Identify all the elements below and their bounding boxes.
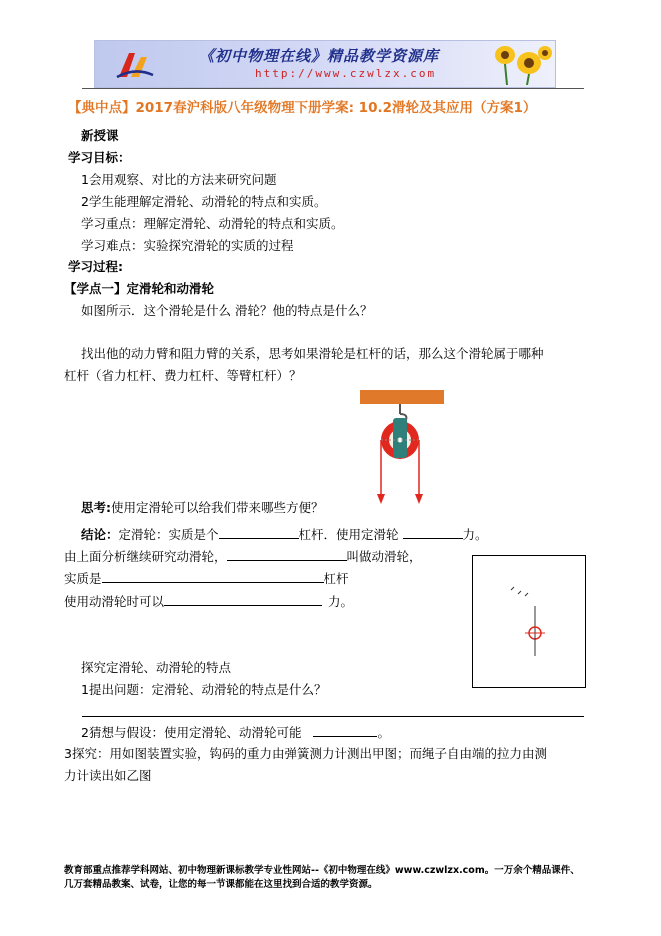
think-row bbox=[81, 500, 324, 516]
footer-line-2: 几万套精品教案、试卷，让您的每一节课都能在这里找到合适的教学资源。 bbox=[64, 879, 378, 890]
question-2-line1: 找出他的动力臂和阻力臂的关系，思考如果滑轮是杠杆的话，那么这个滑轮属于哪种 bbox=[81, 346, 544, 361]
goals-heading: 学习目标： bbox=[68, 150, 131, 165]
essence-row bbox=[64, 570, 349, 587]
answer-blank-hypothesis[interactable] bbox=[313, 724, 377, 737]
use-text-b: 力。 bbox=[328, 594, 354, 609]
question-1: 如图所示．这个滑轮是什么 滑轮？他的特点是什么？ bbox=[81, 303, 373, 318]
difficulty-point: 学习难点：实验探究滑轮的实质的过程 bbox=[81, 238, 294, 253]
think-text: 使用定滑轮可以给我们带来哪些方便？ bbox=[111, 500, 324, 515]
essence-text-a: 实质是 bbox=[64, 571, 102, 586]
use-text-a: 使用动滑轮时可以 bbox=[64, 594, 165, 609]
conclusion-text-c: 力。 bbox=[462, 527, 488, 542]
point-one-heading: 【学点一】定滑轮和动滑轮 bbox=[64, 281, 215, 296]
step-3-line1: 3探究：用如图装置实验，钩码的重力由弹簧测力计测出甲图；而绳子自由端的拉力由测 bbox=[64, 746, 547, 761]
new-lesson-heading: 新授课 bbox=[81, 128, 119, 143]
conclusion-text-b: 杠杆．使用定滑轮 bbox=[298, 527, 399, 542]
step-2-text-b: 。 bbox=[377, 725, 390, 740]
site-logo-icon bbox=[115, 49, 155, 79]
movable-text-b: 叫做动滑轮， bbox=[346, 549, 422, 564]
movable-pulley-figure bbox=[473, 556, 585, 687]
explore-heading: 探究定滑轮、动滑轮的特点 bbox=[81, 660, 232, 675]
answer-blank-essence[interactable] bbox=[102, 570, 324, 583]
header-banner bbox=[94, 40, 556, 88]
essence-text-b: 杠杆 bbox=[323, 571, 349, 586]
footer bbox=[64, 864, 580, 892]
answer-blank-lever-type[interactable] bbox=[219, 526, 299, 539]
movable-row bbox=[64, 548, 422, 565]
answer-blank-use[interactable] bbox=[164, 593, 322, 606]
movable-text-a: 由上面分析继续研究动滑轮， bbox=[64, 549, 227, 564]
hook-icon bbox=[400, 404, 406, 420]
step-3-line2: 力计读出如乙图 bbox=[64, 768, 152, 783]
conclusion-label: 结论： bbox=[81, 527, 119, 542]
answer-blank-force[interactable] bbox=[403, 526, 463, 539]
footer-line-1: 教育部重点推荐学科网站、初中物理新课标教学专业性网站--《初中物理在线》www.czwlzx.com。一万余个精品课件、 bbox=[64, 865, 580, 876]
key-point: 学习重点：理解定滑轮、动滑轮的特点和实质。 bbox=[81, 216, 344, 231]
conclusion-row bbox=[81, 526, 488, 543]
header-divider bbox=[82, 88, 584, 89]
use-row bbox=[64, 593, 353, 610]
banner-url[interactable]: http://www.czwlzx.com bbox=[255, 67, 437, 80]
step-1: 1提出问题：定滑轮、动滑轮的特点是什么？ bbox=[81, 682, 327, 697]
answer-blank-movable-def[interactable] bbox=[227, 548, 347, 561]
answer-line[interactable] bbox=[82, 716, 584, 717]
banner-title: 《初中物理在线》精品教学资源库 bbox=[199, 47, 440, 65]
sunflower-icon bbox=[487, 43, 553, 85]
conclusion-text-a: 定滑轮：实质是个 bbox=[118, 527, 219, 542]
step-2-text-a: 2猜想与假设：使用定滑轮、动滑轮可能 bbox=[81, 725, 302, 740]
process-heading: 学习过程: bbox=[68, 259, 123, 274]
step-2-row bbox=[81, 724, 390, 741]
think-label: 思考: bbox=[81, 500, 111, 515]
document-title: 【典中点】2017春沪科版八年级物理下册学案: 10.2滑轮及其应用（方案1） bbox=[68, 100, 537, 116]
fixed-pulley-figure bbox=[360, 388, 444, 510]
question-2-line2: 杠杆（省力杠杆、费力杠杆、等臂杠杆）？ bbox=[64, 368, 302, 383]
goal-1: 1会用观察、对比的方法来研究问题 bbox=[81, 172, 277, 187]
goal-2: 2学生能理解定滑轮、动滑轮的特点和实质。 bbox=[81, 194, 327, 209]
movable-pulley-figure-box bbox=[472, 555, 586, 688]
ceiling-beam bbox=[360, 390, 444, 404]
